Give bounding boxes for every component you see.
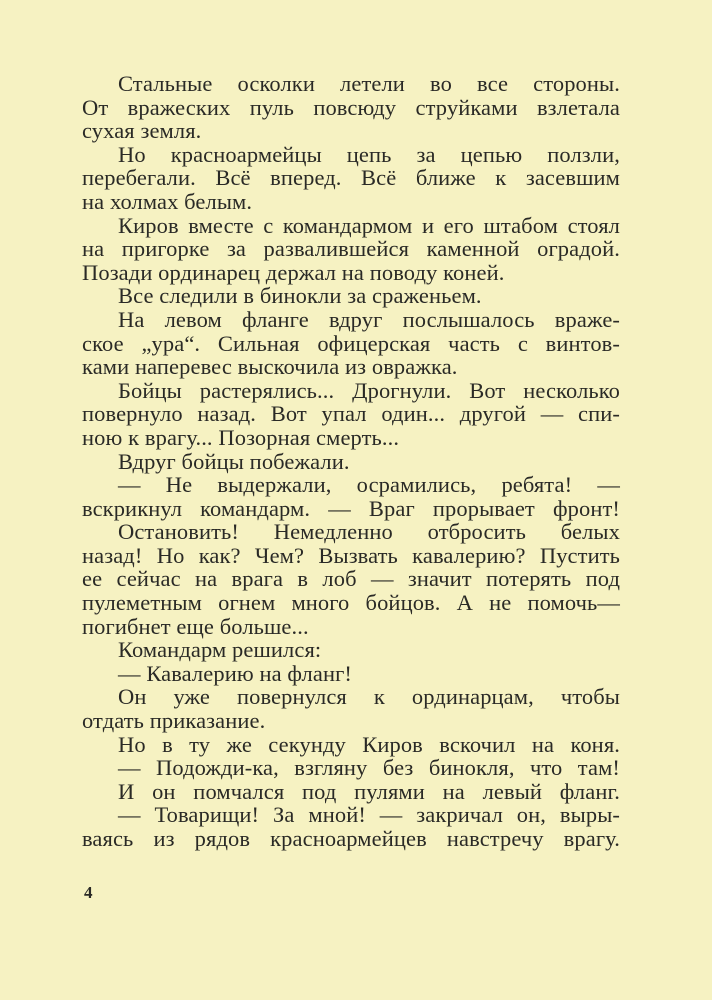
text-line: Позади ординарец держал на поводу коней. [82, 259, 505, 285]
text-line: Но красноармейцы цепь за цепью ползли, [118, 141, 620, 167]
text-line: погибнет еще больше... [82, 613, 309, 639]
text-line: Он уже повернулся к ординарцам, чтобы [118, 684, 620, 710]
text-line: назад! Но как? Чем? Вызвать кавалерию? Пустить [82, 542, 620, 568]
text-line: Бойцы растерялись... Дрогнули. Вот несколько [118, 377, 620, 403]
text-line: — Не выдержали, осрамились, ребята! — [118, 472, 620, 498]
text-line: на холмах белым. [82, 188, 253, 214]
text-line: От вражеских пуль повсюду струйками взлетала [82, 94, 620, 120]
text-line: ками наперевес выскочила из овражка. [82, 354, 458, 380]
text-line: ское „ура“. Сильная офицерская часть с винтов- [82, 330, 620, 356]
text-line: — Кавалерию на фланг! [118, 660, 353, 686]
text-line: ее сейчас на врага в лоб — значит потерять под [82, 566, 620, 592]
text-line: Вдруг бойцы побежали. [118, 448, 350, 474]
text-line: На левом фланге вдруг послышалось враже- [118, 306, 620, 332]
text-line: ною к врагу... Позорная смерть... [82, 424, 400, 450]
text-line: Остановить! Немедленно отбросить белых [118, 519, 620, 545]
text-line: вскрикнул командарм. — Враг прорывает фронт! [82, 495, 620, 521]
text-line: Но в ту же секунду Киров вскочил на коня. [118, 731, 620, 757]
text-line: перебегали. Всё вперед. Всё ближе к засевшим [82, 165, 620, 191]
text-line: Все следили в бинокли за сраженьем. [118, 283, 482, 309]
page-text-block [82, 72, 620, 851]
text-line: пулеметным огнем много бойцов. А не помочь— [82, 590, 620, 616]
text-line: Командарм решился: [118, 637, 322, 663]
text-line: повернуло назад. Вот упал один... другой — спи- [82, 401, 620, 427]
text-line: на пригорке за развалившейся каменной оградой. [82, 236, 620, 262]
text-line: — Подожди-ка, взгляну без бинокля, что там! [118, 755, 620, 781]
text-line: И он помчался под пулями на левый фланг. [118, 778, 620, 804]
text-line: Киров вместе с командармом и его штабом стоял [118, 212, 620, 238]
text-line: — Товарищи! За мной! — закричал он, выры- [118, 802, 620, 828]
text-line: ваясь из рядов красноармейцев навстречу врагу. [82, 826, 620, 851]
text-line: отдать приказание. [82, 708, 266, 734]
text-line: Стальные осколки летели во все стороны. [118, 71, 620, 96]
page-number: 4 [84, 883, 93, 902]
text-line: сухая земля. [82, 118, 202, 144]
